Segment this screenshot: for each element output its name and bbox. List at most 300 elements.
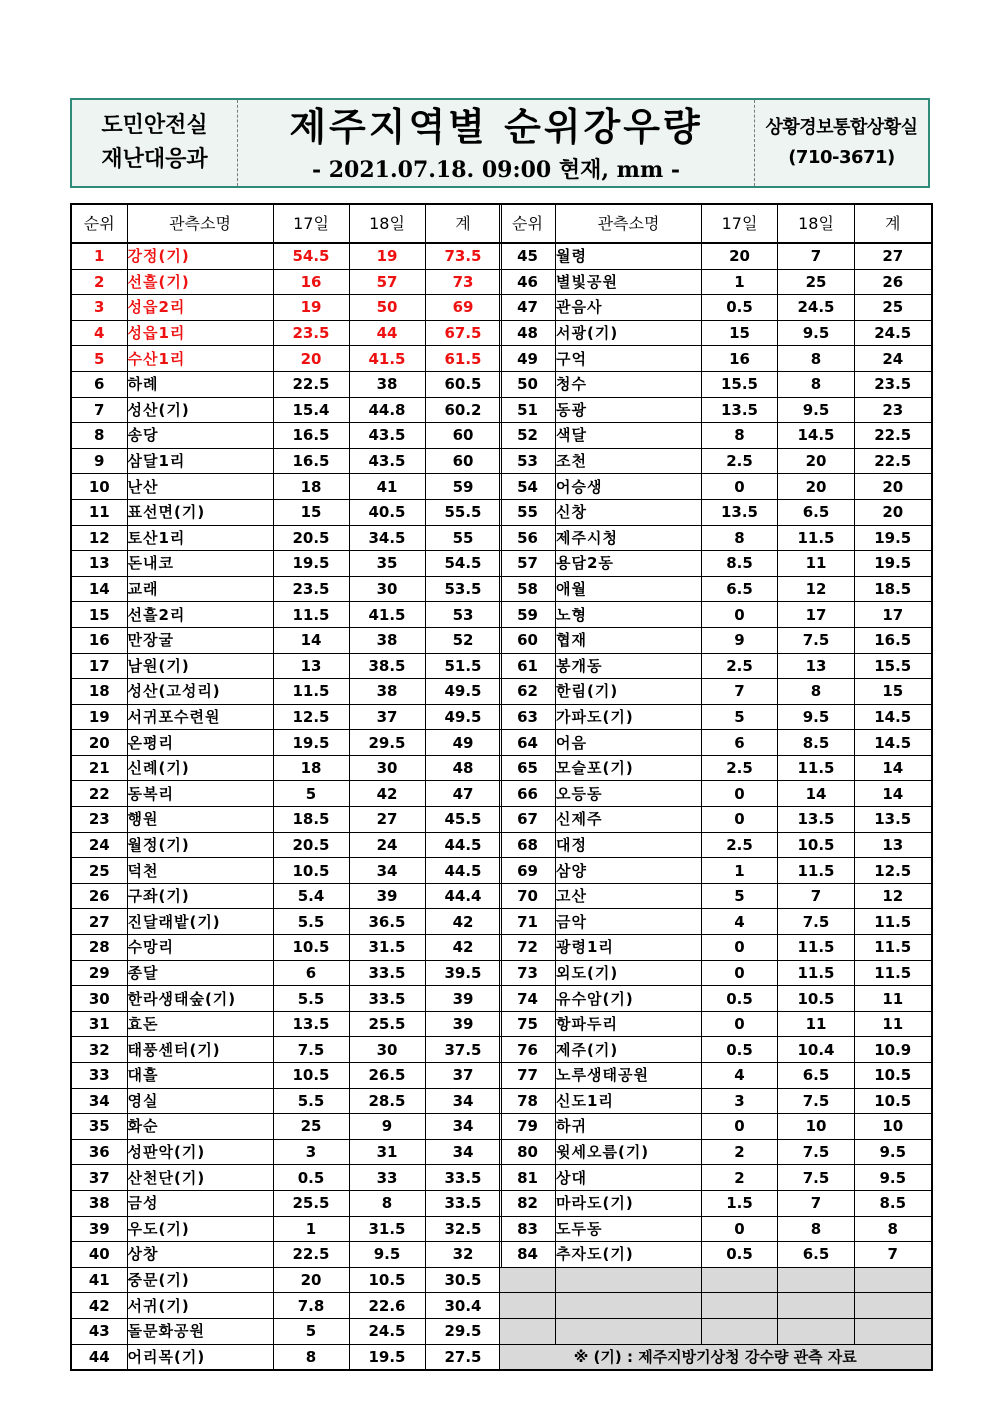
station-name-cell: 하귀 — [556, 1114, 702, 1140]
total-cell: 12 — [855, 883, 932, 909]
total-cell: 14.5 — [855, 730, 932, 756]
day18-cell: 25 — [778, 269, 855, 295]
rank-cell: 63 — [500, 704, 556, 730]
total-cell: 24 — [855, 346, 932, 372]
station-name-cell: 토산1리 — [127, 525, 273, 551]
day17-cell: 8 — [702, 423, 778, 449]
station-name-cell: 선흘(기) — [127, 269, 273, 295]
total-cell: 33.5 — [425, 1190, 501, 1216]
table-row — [71, 320, 501, 346]
empty-cell — [500, 1318, 556, 1344]
table-row — [71, 1190, 501, 1216]
col-rank-header: 순위 — [71, 204, 127, 243]
report-subtitle: - 2021.07.18. 09:00 현재, mm - — [311, 156, 681, 183]
day17-cell: 14 — [273, 627, 349, 653]
station-name-cell: 모슬포(기) — [556, 755, 702, 781]
empty-cell — [855, 1267, 932, 1293]
day18-cell: 33.5 — [349, 960, 425, 986]
table-row — [71, 1114, 501, 1140]
day17-cell: 16 — [702, 346, 778, 372]
day17-cell: 1 — [702, 858, 778, 884]
day18-cell: 31.5 — [349, 1216, 425, 1242]
total-cell: 15.5 — [855, 653, 932, 679]
total-cell: 49.5 — [425, 704, 501, 730]
table-row — [71, 397, 501, 423]
day18-cell: 25.5 — [349, 1011, 425, 1037]
day17-cell: 15 — [702, 320, 778, 346]
total-cell: 32 — [425, 1242, 501, 1268]
day18-cell: 26.5 — [349, 1063, 425, 1089]
day17-cell: 4 — [702, 1063, 778, 1089]
total-cell: 60 — [425, 448, 501, 474]
table-row — [71, 1037, 501, 1063]
total-cell: 55 — [425, 525, 501, 551]
station-name-cell: 영실 — [127, 1088, 273, 1114]
table-row — [500, 883, 932, 909]
total-cell: 11.5 — [855, 960, 932, 986]
station-name-cell: 금성 — [127, 1190, 273, 1216]
day17-cell: 16 — [273, 269, 349, 295]
empty-cell — [500, 1293, 556, 1319]
day17-cell: 9 — [702, 627, 778, 653]
station-name-cell: 난산 — [127, 474, 273, 500]
col-day18-header: 18일 — [349, 204, 425, 243]
table-body-left — [71, 243, 501, 1370]
office-name: 상황경보통합상황실 — [765, 117, 918, 138]
station-name-cell: 신창 — [556, 499, 702, 525]
day17-cell: 13 — [273, 653, 349, 679]
station-name-cell: 애월 — [556, 576, 702, 602]
station-name-cell: 온평리 — [127, 730, 273, 756]
table-row — [71, 269, 501, 295]
total-cell: 11.5 — [855, 935, 932, 961]
day17-cell: 13.5 — [702, 499, 778, 525]
day17-cell: 7 — [702, 679, 778, 705]
rank-cell: 79 — [500, 1114, 556, 1140]
day17-cell: 25 — [273, 1114, 349, 1140]
table-row — [500, 704, 932, 730]
day17-cell: 10.5 — [273, 858, 349, 884]
total-cell: 8 — [855, 1216, 932, 1242]
station-name-cell: 청수 — [556, 371, 702, 397]
rank-cell: 47 — [500, 295, 556, 321]
total-cell: 30.5 — [425, 1267, 501, 1293]
table-row — [500, 1037, 932, 1063]
total-cell: 23 — [855, 397, 932, 423]
table-row — [500, 1139, 932, 1165]
day18-cell: 38 — [349, 627, 425, 653]
rank-cell: 69 — [500, 858, 556, 884]
empty-cell — [556, 1318, 702, 1344]
station-name-cell: 화순 — [127, 1114, 273, 1140]
total-cell: 9.5 — [855, 1139, 932, 1165]
day17-cell: 2 — [702, 1165, 778, 1191]
rainfall-table-left — [70, 203, 502, 1371]
day18-cell: 7.5 — [778, 1165, 855, 1191]
table-row — [500, 781, 932, 807]
day17-cell: 23.5 — [273, 320, 349, 346]
table-row — [500, 448, 932, 474]
station-name-cell: 오등동 — [556, 781, 702, 807]
rank-cell: 21 — [71, 755, 127, 781]
day18-cell: 50 — [349, 295, 425, 321]
rank-cell: 53 — [500, 448, 556, 474]
day18-cell: 7 — [778, 883, 855, 909]
table-row — [71, 1242, 501, 1268]
total-cell: 34 — [425, 1114, 501, 1140]
day17-cell: 0 — [702, 1216, 778, 1242]
day17-cell: 15.5 — [702, 371, 778, 397]
station-name-cell: 돈내코 — [127, 551, 273, 577]
rank-cell: 56 — [500, 525, 556, 551]
table-row — [71, 909, 501, 935]
station-name-cell: 삼달1리 — [127, 448, 273, 474]
table-row — [500, 858, 932, 884]
day18-cell: 28.5 — [349, 1088, 425, 1114]
station-name-cell: 조천 — [556, 448, 702, 474]
station-name-cell: 용담2동 — [556, 551, 702, 577]
empty-cell — [556, 1267, 702, 1293]
total-cell: 60 — [425, 423, 501, 449]
table-row — [71, 832, 501, 858]
rank-cell: 20 — [71, 730, 127, 756]
day18-cell: 8 — [778, 346, 855, 372]
day17-cell: 4 — [702, 909, 778, 935]
day17-cell: 18 — [273, 474, 349, 500]
table-row — [71, 883, 501, 909]
station-name-cell: 덕천 — [127, 858, 273, 884]
total-cell: 37 — [425, 1063, 501, 1089]
station-name-cell: 어리목(기) — [127, 1344, 273, 1370]
station-name-cell: 색달 — [556, 423, 702, 449]
day18-cell: 38 — [349, 679, 425, 705]
station-name-cell: 중문(기) — [127, 1267, 273, 1293]
table-row — [71, 807, 501, 833]
total-cell: 67.5 — [425, 320, 501, 346]
day18-cell: 34.5 — [349, 525, 425, 551]
empty-cell — [778, 1267, 855, 1293]
total-cell: 73.5 — [425, 243, 501, 269]
table-row — [500, 832, 932, 858]
day18-cell: 30 — [349, 755, 425, 781]
day17-cell: 0 — [702, 602, 778, 628]
day18-cell: 38 — [349, 371, 425, 397]
station-name-cell: 우도(기) — [127, 1216, 273, 1242]
rank-cell: 84 — [500, 1242, 556, 1268]
day18-cell: 9.5 — [778, 704, 855, 730]
table-row — [71, 653, 501, 679]
rank-cell: 46 — [500, 269, 556, 295]
station-name-cell: 노루생태공원 — [556, 1063, 702, 1089]
table-row — [500, 551, 932, 577]
total-cell: 48 — [425, 755, 501, 781]
table-row — [500, 269, 932, 295]
day18-cell: 10.5 — [778, 986, 855, 1012]
empty-row — [500, 1293, 932, 1319]
total-cell: 19.5 — [855, 525, 932, 551]
day17-cell: 20 — [702, 243, 778, 269]
rank-cell: 72 — [500, 935, 556, 961]
day17-cell: 0 — [702, 807, 778, 833]
empty-row — [500, 1267, 932, 1293]
day17-cell: 16.5 — [273, 423, 349, 449]
rank-cell: 49 — [500, 346, 556, 372]
rank-cell: 23 — [71, 807, 127, 833]
station-name-cell: 관음사 — [556, 295, 702, 321]
station-name-cell: 제주(기) — [556, 1037, 702, 1063]
total-cell: 11.5 — [855, 909, 932, 935]
rank-cell: 59 — [500, 602, 556, 628]
day17-cell: 19 — [273, 295, 349, 321]
station-name-cell: 신례(기) — [127, 755, 273, 781]
title-block — [238, 100, 754, 186]
rank-cell: 11 — [71, 499, 127, 525]
empty-cell — [500, 1267, 556, 1293]
rank-cell: 16 — [71, 627, 127, 653]
table-row — [71, 1318, 501, 1344]
table-row — [500, 1088, 932, 1114]
day17-cell: 12.5 — [273, 704, 349, 730]
total-cell: 10.5 — [855, 1088, 932, 1114]
rank-cell: 31 — [71, 1011, 127, 1037]
station-name-cell: 성읍1리 — [127, 320, 273, 346]
day17-cell: 2.5 — [702, 653, 778, 679]
rank-cell: 70 — [500, 883, 556, 909]
day18-cell: 10.5 — [778, 832, 855, 858]
station-name-cell: 남원(기) — [127, 653, 273, 679]
rank-cell: 9 — [71, 448, 127, 474]
table-row — [71, 960, 501, 986]
table-row — [500, 1242, 932, 1268]
station-name-cell: 삼양 — [556, 858, 702, 884]
day18-cell: 22.6 — [349, 1293, 425, 1319]
day18-cell: 11.5 — [778, 858, 855, 884]
day18-cell: 6.5 — [778, 1242, 855, 1268]
total-cell: 34 — [425, 1088, 501, 1114]
station-name-cell: 고산 — [556, 883, 702, 909]
rank-cell: 57 — [500, 551, 556, 577]
table-row — [500, 1216, 932, 1242]
station-name-cell: 강정(기) — [127, 243, 273, 269]
total-cell: 22.5 — [855, 448, 932, 474]
total-cell: 24.5 — [855, 320, 932, 346]
rank-cell: 77 — [500, 1063, 556, 1089]
total-cell: 73 — [425, 269, 501, 295]
table-row — [71, 346, 501, 372]
station-name-cell: 대정 — [556, 832, 702, 858]
total-cell: 7 — [855, 1242, 932, 1268]
day17-cell: 0.5 — [273, 1165, 349, 1191]
station-name-cell: 월령 — [556, 243, 702, 269]
station-name-cell: 외도(기) — [556, 960, 702, 986]
table-row — [500, 807, 932, 833]
day18-cell: 42 — [349, 781, 425, 807]
total-cell: 42 — [425, 909, 501, 935]
total-cell: 11 — [855, 986, 932, 1012]
rank-cell: 71 — [500, 909, 556, 935]
office-phone: (710-3671) — [788, 147, 895, 168]
day17-cell: 5.5 — [273, 1088, 349, 1114]
day17-cell: 5 — [273, 1318, 349, 1344]
total-cell: 33.5 — [425, 1165, 501, 1191]
total-cell: 25 — [855, 295, 932, 321]
day17-cell: 0 — [702, 1114, 778, 1140]
col-total-header: 계 — [855, 204, 932, 243]
station-name-cell: 봉개동 — [556, 653, 702, 679]
total-cell: 39.5 — [425, 960, 501, 986]
station-name-cell: 윗세오름(기) — [556, 1139, 702, 1165]
table-row — [71, 1267, 501, 1293]
total-cell: 34 — [425, 1139, 501, 1165]
rank-cell: 66 — [500, 781, 556, 807]
day18-cell: 31 — [349, 1139, 425, 1165]
table-row — [500, 909, 932, 935]
day17-cell: 1 — [273, 1216, 349, 1242]
rank-cell: 19 — [71, 704, 127, 730]
station-name-cell: 서귀포수련원 — [127, 704, 273, 730]
day18-cell: 35 — [349, 551, 425, 577]
rank-cell: 51 — [500, 397, 556, 423]
total-cell: 18.5 — [855, 576, 932, 602]
total-cell: 23.5 — [855, 371, 932, 397]
station-name-cell: 구억 — [556, 346, 702, 372]
day18-cell: 7.5 — [778, 627, 855, 653]
total-cell: 10 — [855, 1114, 932, 1140]
station-name-cell: 서광(기) — [556, 320, 702, 346]
total-cell: 60.2 — [425, 397, 501, 423]
day17-cell: 0 — [702, 935, 778, 961]
table-row — [500, 730, 932, 756]
day18-cell: 43.5 — [349, 448, 425, 474]
rank-cell: 54 — [500, 474, 556, 500]
total-cell: 10.9 — [855, 1037, 932, 1063]
rank-cell: 42 — [71, 1293, 127, 1319]
rank-cell: 15 — [71, 602, 127, 628]
table-row — [500, 397, 932, 423]
day17-cell: 22.5 — [273, 1242, 349, 1268]
station-name-cell: 효돈 — [127, 1011, 273, 1037]
rank-cell: 82 — [500, 1190, 556, 1216]
table-row — [500, 525, 932, 551]
total-cell: 16.5 — [855, 627, 932, 653]
table-row — [71, 858, 501, 884]
total-cell: 26 — [855, 269, 932, 295]
rank-cell: 43 — [71, 1318, 127, 1344]
total-cell: 29.5 — [425, 1318, 501, 1344]
total-cell: 51.5 — [425, 653, 501, 679]
table-header-row — [500, 204, 932, 243]
table-row — [500, 1114, 932, 1140]
rank-cell: 26 — [71, 883, 127, 909]
day18-cell: 9.5 — [778, 320, 855, 346]
total-cell: 15 — [855, 679, 932, 705]
rank-cell: 60 — [500, 627, 556, 653]
day17-cell: 0.5 — [702, 295, 778, 321]
station-name-cell: 성산(고성리) — [127, 679, 273, 705]
report-header — [70, 98, 930, 188]
day17-cell: 2.5 — [702, 832, 778, 858]
day17-cell: 13.5 — [273, 1011, 349, 1037]
day18-cell: 39 — [349, 883, 425, 909]
rank-cell: 30 — [71, 986, 127, 1012]
day17-cell: 2.5 — [702, 448, 778, 474]
day17-cell: 2 — [702, 1139, 778, 1165]
day18-cell: 7.5 — [778, 1088, 855, 1114]
station-name-cell: 상창 — [127, 1242, 273, 1268]
rank-cell: 40 — [71, 1242, 127, 1268]
table-row — [500, 499, 932, 525]
rank-cell: 18 — [71, 679, 127, 705]
day17-cell: 7.8 — [273, 1293, 349, 1319]
day17-cell: 15 — [273, 499, 349, 525]
rank-cell: 28 — [71, 935, 127, 961]
rank-cell: 7 — [71, 397, 127, 423]
day17-cell: 5 — [273, 781, 349, 807]
col-day18-header: 18일 — [778, 204, 855, 243]
rank-cell: 12 — [71, 525, 127, 551]
day18-cell: 7.5 — [778, 909, 855, 935]
day17-cell: 20 — [273, 1267, 349, 1293]
rank-cell: 29 — [71, 960, 127, 986]
total-cell: 52 — [425, 627, 501, 653]
day17-cell: 3 — [702, 1088, 778, 1114]
total-cell: 12.5 — [855, 858, 932, 884]
rank-cell: 80 — [500, 1139, 556, 1165]
station-name-cell: 동광 — [556, 397, 702, 423]
total-cell: 61.5 — [425, 346, 501, 372]
empty-cell — [855, 1318, 932, 1344]
day18-cell: 11.5 — [778, 755, 855, 781]
table-row — [71, 551, 501, 577]
day18-cell: 9.5 — [349, 1242, 425, 1268]
table-row — [71, 448, 501, 474]
day17-cell: 11.5 — [273, 602, 349, 628]
day17-cell: 8 — [273, 1344, 349, 1370]
day17-cell: 6.5 — [702, 576, 778, 602]
day18-cell: 8.5 — [778, 730, 855, 756]
total-cell: 44.5 — [425, 832, 501, 858]
total-cell: 39 — [425, 1011, 501, 1037]
total-cell: 13.5 — [855, 807, 932, 833]
empty-cell — [778, 1318, 855, 1344]
station-name-cell: 협재 — [556, 627, 702, 653]
rank-cell: 35 — [71, 1114, 127, 1140]
day17-cell: 5.5 — [273, 909, 349, 935]
day18-cell: 11 — [778, 551, 855, 577]
total-cell: 13 — [855, 832, 932, 858]
station-name-cell: 항파두리 — [556, 1011, 702, 1037]
station-name-cell: 송당 — [127, 423, 273, 449]
table-row — [71, 935, 501, 961]
day17-cell: 6 — [273, 960, 349, 986]
day17-cell: 5.4 — [273, 883, 349, 909]
department-line-1: 도민안전실 — [101, 113, 208, 138]
station-name-cell: 산천단(기) — [127, 1165, 273, 1191]
station-name-cell: 종달 — [127, 960, 273, 986]
day17-cell: 15.4 — [273, 397, 349, 423]
station-name-cell: 구좌(기) — [127, 883, 273, 909]
department-block — [72, 100, 238, 186]
table-row — [500, 1063, 932, 1089]
table-row — [500, 679, 932, 705]
station-name-cell: 동복리 — [127, 781, 273, 807]
day17-cell: 11.5 — [273, 679, 349, 705]
table-row — [71, 243, 501, 269]
col-station-header: 관측소명 — [127, 204, 273, 243]
rank-cell: 27 — [71, 909, 127, 935]
footnote-row — [500, 1344, 932, 1370]
total-cell: 49.5 — [425, 679, 501, 705]
